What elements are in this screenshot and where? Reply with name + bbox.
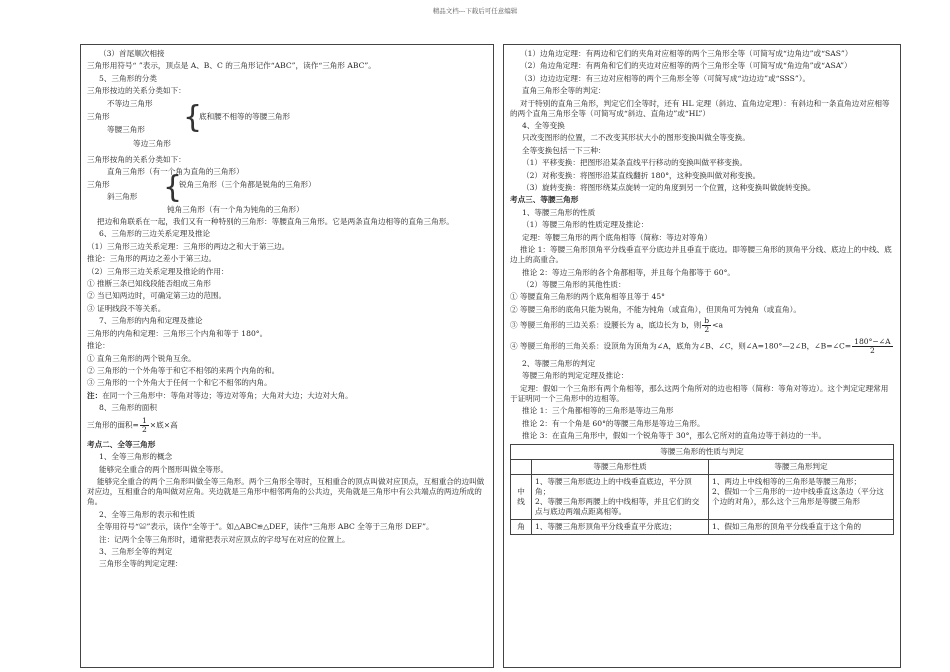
topic-heading: 考点二、全等三角形 xyxy=(87,440,156,450)
formula-text: ④ 等腰三角形的三角关系：设顶角为顶角为∠A，底角为∠B、∠C，则∠A=180°—2∠B，∠B=∠C= xyxy=(510,341,852,351)
note-text: 在同一个三角形中：等角对等边；等边对等角；大角对大边；大边对大角。 xyxy=(102,390,353,400)
tree-node: 三角形 xyxy=(87,111,110,121)
angle-classification-tree xyxy=(87,167,487,217)
fraction-numerator: 1 xyxy=(141,416,147,426)
text-paragraph: （2）角边角定理：有两角和它们的夹边对应相等的两个三角形全等（可简写成“角边角”或“ASA”） xyxy=(520,61,852,71)
tree-node: 不等边三角形 xyxy=(107,98,153,108)
text-paragraph: 推论 1：等腰三角形顶角平分线垂直平分底边并且垂直于底边。即等腰三角形的顶角平分线、底边上的中线、底边上的高重合。 xyxy=(510,245,892,265)
text-line: （1）三角形三边关系定理：三角形的两边之和大于第三边。 xyxy=(87,241,290,251)
text-line: 定理：等腰三角形的两个底角相等（简称：等边对等角） xyxy=(522,232,712,242)
area-formula xyxy=(87,417,487,434)
tree-node: 斜三角形 xyxy=(107,192,138,202)
text-paragraph: （1）边角边定理：有两边和它们的夹角对应相等的两个三角形全等（可简写成“边角边”或“SAS”） xyxy=(520,49,853,58)
tree-node: 直角三角形（有一个角为直角的三角形） xyxy=(107,167,244,177)
table-cell: 1、假如三角形的顶角平分线垂直于这个角的 xyxy=(709,520,894,535)
fraction-numerator: 180°−∠A xyxy=(854,337,891,347)
note-line xyxy=(87,391,487,401)
tree-node: 锐角三角形（三个角都是锐角的三角形） xyxy=(179,180,316,190)
tree-node: 三角形 xyxy=(87,180,110,190)
fraction-denominator: 2 xyxy=(704,325,710,335)
text-line: 三角形按边的关系分类如下： xyxy=(87,86,186,96)
table-cell: 1、等腰三角形顶角平分线垂直平分底边； xyxy=(532,520,709,535)
text-line: 推论 3：在直角三角形中，假如一个锐角等于 30°，那么它所对的直角边等于斜边的一半。 xyxy=(522,431,827,441)
table-cell xyxy=(511,460,532,475)
text-line: 注：记两个全等三角形时，通常把表示对应顶点的字母写在对应的位置上。 xyxy=(99,534,350,544)
brace-icon: { xyxy=(183,99,203,135)
text-paragraph: 定理：假如一个三角形有两个角相等，那么这两个角所对的边也相等（简称：等角对等边）。这个判定定理常用于证明同一个三角形中的边相等。 xyxy=(510,383,889,403)
text-line: （1）平移变换：把图形沿某条直线平行移动的变换叫做平移变换。 xyxy=(522,158,748,168)
fraction xyxy=(140,417,149,434)
table-header: 等腰三角形性质 xyxy=(532,460,709,475)
table-row xyxy=(511,475,894,520)
text-line: ③ 三角形的一个外角大于任何一个和它不相邻的内角。 xyxy=(87,378,272,388)
section-heading: 2、全等三角形的表示和性质 xyxy=(99,509,195,519)
table-row xyxy=(511,520,894,535)
text-line: ② 当已知两边时，可确定第三边的范围。 xyxy=(87,291,227,301)
text-line: ② 三角形的一个外角等于和它不相邻的来两个内角的和。 xyxy=(87,365,280,375)
text-line: 只改变图形的位置，二不改变其形状大小的图形变换叫做全等变换。 xyxy=(522,133,750,143)
section-heading: 2、等腰三角形的判定 xyxy=(522,359,596,369)
tree-node: 等边三角形 xyxy=(133,138,171,148)
text-line: 能够完全重合的两个图形叫做全等形。 xyxy=(99,464,229,474)
table-row xyxy=(511,445,894,460)
text-line: 推论 2：等边三角形的各个角都相等，并且每个角都等于 60°。 xyxy=(522,267,735,277)
page-header: 精品文档---下载后可任意编辑 xyxy=(432,7,518,15)
text-line: （2）三角形三边关系定理及推论的作用： xyxy=(87,266,229,276)
sides-relation-line xyxy=(510,317,894,334)
tree-node: 底和腰不相等的等腰三角形 xyxy=(199,111,291,121)
formula-text: ③ 等腰三角形的三边关系：设腰长为 a，底边长为 b，则 xyxy=(510,320,702,330)
text-line: 等腰三角形的判定定理及推论： xyxy=(522,371,629,381)
table-cell: 1、等腰三角形底边上的中线垂直底边，平分顶角； 2、等腰三角形两腰上的中线相等，并且它们的交点与底边两端点距离相等。 xyxy=(532,475,709,520)
text-line: 直角三角形全等的判定： xyxy=(522,86,606,96)
text-line: 三角形按角的关系分类如下： xyxy=(87,154,186,164)
text-line: （2）等腰三角形的其他性质： xyxy=(522,279,626,289)
fraction-denominator: 2 xyxy=(141,425,147,435)
fraction-denominator: 2 xyxy=(869,346,875,356)
section-heading: 1、全等三角形的概念 xyxy=(99,452,173,462)
topic-heading: 考点三、等腰三角形 xyxy=(510,195,579,205)
section-heading: 8、三角形的面积 xyxy=(99,403,157,413)
fraction-numerator: b xyxy=(704,316,710,326)
section-heading: 1、等腰三角形的性质 xyxy=(522,207,596,217)
text-paragraph: 能够完全重合的两个三角形叫做全等三角形。两个三角形全等时，互相重合的顶点叫做对应顶点，互相重合的边叫做对应边，互相重合的角叫做对应角。夹边就是三角形中相邻两角的公共边，夹角就是三角形中有公共端点的两边所成的角。 xyxy=(87,477,485,507)
section-heading: 5、三角形的分类 xyxy=(99,73,157,83)
formula-text: ×底×高 xyxy=(149,420,178,430)
right-column xyxy=(503,44,901,668)
text-line: ② 等腰三角形的底角只能为锐角，不能为钝角（或直角），但顶角可为钝角（或直角）。 xyxy=(510,304,801,314)
text-line: ③ 证明线段不等关系。 xyxy=(87,303,166,313)
fraction xyxy=(702,317,711,334)
angles-relation-line xyxy=(510,338,894,355)
table-cell: 1、两边上中线相等的三角形是等腰三角形； 2、假如一个三角形的一边中线垂直这条边（平分这个边的对角），那么这个三角形是等腰三角形 xyxy=(709,475,894,520)
section-heading: 7、三角形的内角和定理及推论 xyxy=(99,316,203,326)
brace-icon: { xyxy=(163,170,183,206)
text-line: （3）旋转变换：将图形绕某点旋转一定的角度到另一个位置，这种变换叫做旋转变换。 xyxy=(522,183,816,193)
tree-node: 等腰三角形 xyxy=(107,124,145,134)
left-column xyxy=(80,44,494,668)
text-line: ① 等腰直角三角形的两个底角相等且等于 45° xyxy=(510,292,665,302)
note-label: 注： xyxy=(87,390,103,400)
properties-table xyxy=(510,444,894,535)
section-heading: 3、三角形全等的判定 xyxy=(99,546,173,556)
text-paragraph: 把边和角联系在一起，我们又有一种特别的三角形：等腰直角三角形。它是两条直角边相等的直角三角形。 xyxy=(97,217,454,227)
row-header: 中线 xyxy=(511,475,532,520)
text-line: ① 推断三条已知线段能否组成三角形 xyxy=(87,279,211,289)
text-line: 推论 1：三个角都相等的三角形是等边三角形 xyxy=(522,406,674,416)
text-line: ① 直角三角形的两个锐角互余。 xyxy=(87,353,196,363)
text-line: （3）首尾顺次相接 xyxy=(99,49,165,58)
table-title: 等腰三角形的性质与判定 xyxy=(511,445,894,460)
text-line: （2）对称变换：将图形沿某直线翻折 180°，这种变换叫做对称变换。 xyxy=(522,170,761,180)
text-line: （1）等腰三角形的性质定理及推论： xyxy=(522,220,649,230)
section-heading: 4、全等变换 xyxy=(522,121,565,131)
table-row xyxy=(511,460,894,475)
text-line: 三角形的内角和定理：三角形三个内角和等于 180°。 xyxy=(87,328,268,338)
text-line: 推论：三角形的两边之差小于第三边。 xyxy=(87,254,217,264)
row-header: 角 xyxy=(511,520,532,535)
text-paragraph: （3）边边边定理：有三边对应相等的两个三角形全等（可简写成“边边边”或“SSS”）。 xyxy=(520,73,811,83)
text-line: 三角形全等的判定定理： xyxy=(99,559,183,569)
formula-text: 三角形的面积= xyxy=(87,420,139,430)
text-line: 推论 2：有一个角是 60°的等腰三角形是等边三角形。 xyxy=(522,418,705,428)
text-paragraph: 全等用符号“≌”表示，读作“全等于”。如△ABC≌△DEF，读作“三角形 ABC 全等于三角形 DEF”。 xyxy=(97,522,434,532)
text-line: 全等变换包括一下三种： xyxy=(522,145,606,155)
tree-node: 钝角三角形（有一个角为钝角的三角形） xyxy=(167,205,304,215)
section-heading: 6、三角形的三边关系定理及推论 xyxy=(99,229,211,239)
text-line: 推论： xyxy=(87,341,110,351)
text-paragraph: 对于特别的直角三角形，判定它们全等时，还有 HL 定理（斜边、直角边定理）：有斜边和一条直角边对应相等的两个直角三角形全等（可简写成“斜边、直角边”或“HL”） xyxy=(510,98,890,118)
formula-text: <a xyxy=(712,320,724,330)
text-line: 三角形用符号“ ”表示，顶点是 A、B、C 的三角形记作“ABC”，读作“三角形 ABC”。 xyxy=(87,61,376,71)
table-header: 等腰三角形判定 xyxy=(709,460,894,475)
side-classification-tree xyxy=(87,99,487,155)
fraction xyxy=(852,338,893,355)
